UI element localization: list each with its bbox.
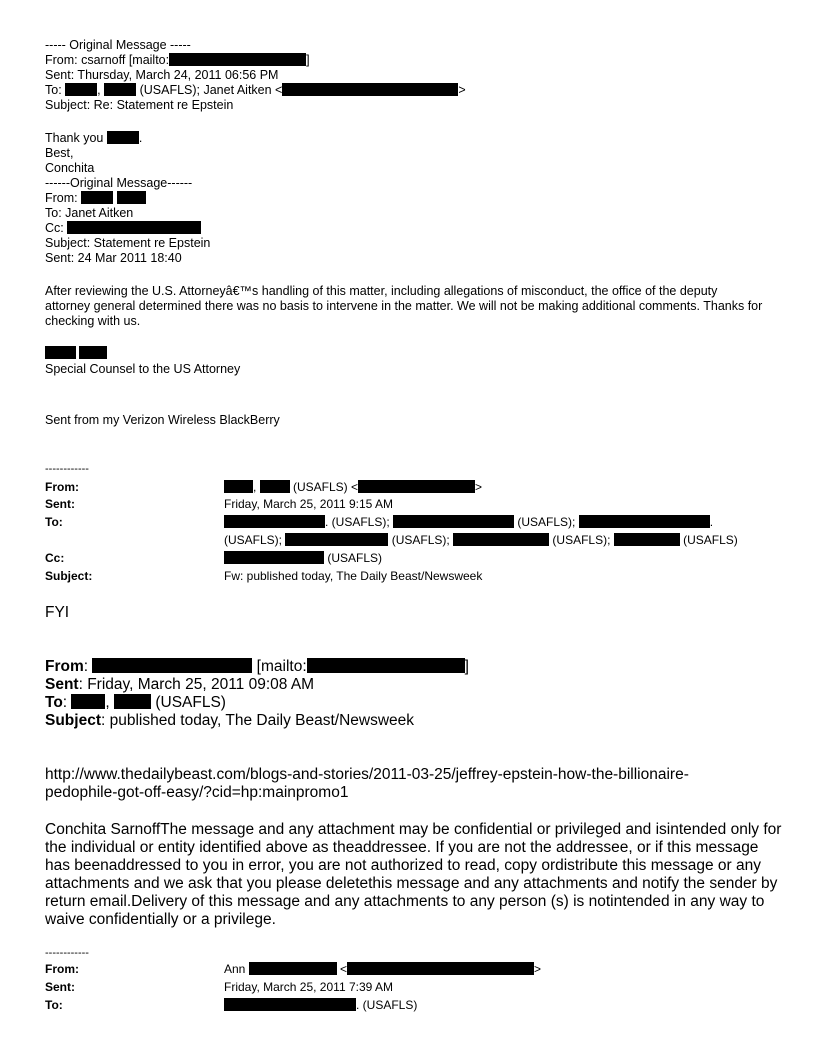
to-end: > [458,83,466,97]
to-line [45,83,466,98]
to-text: (USAFLS) [683,533,738,547]
redaction [224,551,324,564]
disclaimer: Conchita SarnoffThe message and any attachment may be confidential or privileged and isintended only for the individual or entity identified above as theaddressee. If you are not the addressee, or if this message has beenaddressed to you in error, you are not authorized to read, copy ordistribute this message or any attachments and we ask that you please deletethis message and any attachments and notify the sender by return email.Delivery of this message and any attachments to any person (s) is notintended in any way to waive confidentially or a privilege. [45,821,782,928]
device-signature: Sent from my Verizon Wireless BlackBerry [45,413,280,427]
signature-name [45,346,107,361]
cc2-text: Cc: [45,221,68,235]
redaction [114,694,151,709]
from-line-3 [45,658,469,676]
mailto-text: [mailto: [252,658,307,675]
from-end: ] [306,53,310,67]
statement-body: After reviewing the U.S. Attorneyâ€™s handling of this matter, including allegations of misconduct, the office of the deputy attorney general determined there was no basis to intervene in the matter. We will not be making additional comments. Thanks for checking with us. [45,284,763,328]
to-text: (USAFLS); [552,533,611,547]
thanks-end: . [138,131,143,145]
divider: ------------ [45,463,89,475]
from-lt: < [336,962,348,976]
redaction [260,480,290,493]
redaction [107,131,139,144]
redaction [79,346,107,359]
from-line [45,53,310,68]
from-value-text: (USAFLS) < [289,480,359,494]
sent-value: Friday, March 25, 2011 9:15 AM [224,497,393,511]
redaction [224,480,253,493]
to-value-line-1 [224,514,713,530]
to-text: . (USAFLS); [325,515,390,529]
to-text: (USAFLS); [224,533,283,547]
from-gt: > [534,962,542,976]
from-label-3: From [45,658,84,675]
redaction [453,533,549,546]
redaction [71,694,105,709]
original-message-header: ----- Original Message ----- [45,38,191,52]
from-label-4: From: [45,962,79,976]
redaction [45,346,76,359]
redaction [282,83,458,96]
to-text: (USAFLS); [391,533,450,547]
sent-value-3: : Friday, March 25, 2011 09:08 AM [78,676,315,693]
subject-value-3: : published today, The Daily Beast/Newsweek [100,712,415,729]
to-text-4: . (USAFLS) [356,998,418,1012]
redaction [579,515,710,528]
sent-line-3 [45,676,314,694]
divider-2: ------------ [45,947,89,959]
redaction [65,83,97,96]
to-line-2: To: Janet Aitken [45,206,134,220]
to-label-4: To: [45,998,63,1012]
mailto-end: ] [464,658,469,675]
from-value-4 [224,961,541,977]
fyi-text: FYI [45,604,70,621]
from-value [224,479,482,495]
subject-value: Fw: published today, The Daily Beast/Newsweek [224,569,483,583]
redaction [224,515,325,528]
sent-label-3: Sent [45,676,79,693]
cc-value [224,550,382,566]
cc-line-2 [45,221,201,236]
redaction [614,533,680,546]
subject-line-2: Subject: Statement re Epstein [45,236,211,250]
subject-label: Subject: [45,569,93,583]
to-prefix: To: [45,83,66,97]
subject-label-3: Subject [45,712,101,729]
to-text: . [709,515,714,529]
to-value-line-2 [224,532,738,548]
original-message-header-2: ------Original Message------ [45,176,193,190]
cc-text: (USAFLS) [327,551,383,565]
redaction [169,53,306,66]
from-sep: , [253,480,260,494]
to-value-4 [224,997,417,1013]
from-label: From: [45,480,79,494]
redaction [224,998,356,1011]
to-line-3 [45,694,226,712]
to-label-3: To [45,694,63,711]
sent-line-2: Sent: 24 Mar 2011 18:40 [45,251,182,265]
from2-text: From: [45,191,82,205]
from-colon: : [83,658,93,675]
from-text: From: csarnoff [mailto: [45,53,170,67]
sent-value-4: Friday, March 25, 2011 7:39 AM [224,980,393,994]
redaction [117,191,146,204]
redaction [104,83,136,96]
redaction [393,515,514,528]
from-name: Ann [224,962,249,976]
to-text: (USAFLS); Janet Aitken < [136,83,283,97]
redaction [347,962,534,975]
to-sep: , [97,83,105,97]
to-sep: , [105,694,115,711]
sent-label: Sent: [45,497,75,511]
redaction [249,962,337,975]
redaction [358,480,475,493]
redaction [81,191,113,204]
redaction [92,658,252,673]
to-text-3: (USAFLS) [151,694,226,711]
article-url-line-2: pedophile-got-off-easy/?cid=hp:mainpromo1 [45,784,349,801]
from-end: > [475,480,483,494]
subject-line: Subject: Re: Statement re Epstein [45,98,234,112]
redaction [307,658,465,673]
signoff-line: Conchita [45,161,95,175]
thanks-text: Thank you [45,131,107,145]
redaction [67,221,201,234]
signature-title: Special Counsel to the US Attorney [45,362,241,376]
article-url-line-1: http://www.thedailybeast.com/blogs-and-stories/2011-03-25/jeffrey-epstein-how-the-billionaire- [45,766,689,783]
from-line-2 [45,191,146,206]
best-line: Best, [45,146,74,160]
sent-label-4: Sent: [45,980,75,994]
subject-line-3 [45,712,414,730]
to-text: (USAFLS); [517,515,576,529]
sent-line: Sent: Thursday, March 24, 2011 06:56 PM [45,68,279,82]
to-label: To: [45,515,63,529]
to-colon: : [62,694,72,711]
thanks-line [45,131,142,146]
redaction [285,533,388,546]
cc-label: Cc: [45,551,65,565]
